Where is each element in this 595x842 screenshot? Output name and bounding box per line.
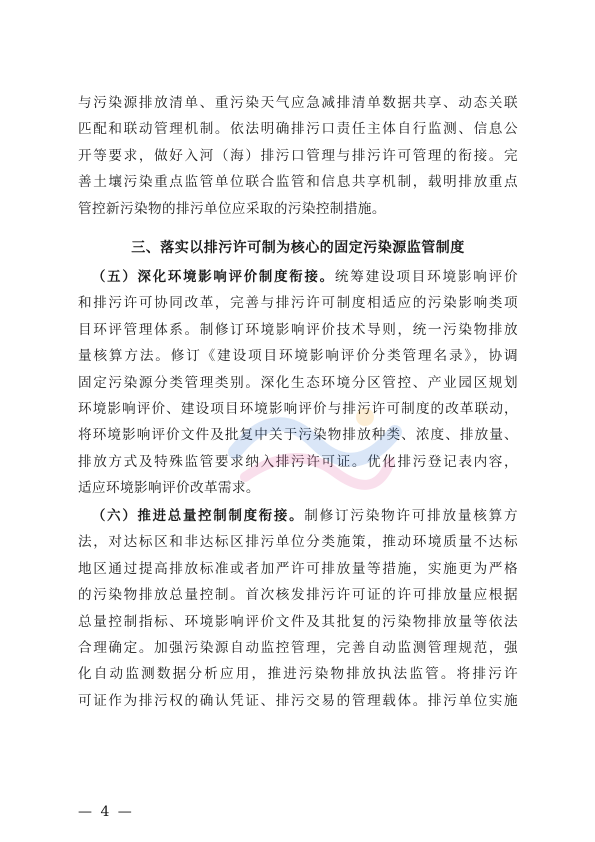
- item-5-first-line-rest: 统筹建设项目环境影响评价: [334, 269, 518, 285]
- paragraph-item-6: [78, 503, 518, 714]
- paragraph-intro: [78, 90, 518, 222]
- text-line: 量核算方法。修订《建设项目环境影响评价分类管理名录》，协调: [78, 348, 518, 365]
- text-line: 法，对达标区和非达标区排污单位分类施策，推动环境质量不达标: [78, 534, 518, 551]
- text-line: 目环评管理体系。制修订环境影响评价技术导则，统一污染物排放: [78, 321, 518, 338]
- text-line-first: [78, 264, 518, 290]
- text-line: 地区通过提高排放标准或者加严许可排放量等措施，实施更为严格: [78, 560, 518, 577]
- text-line: 的污染物排放总量控制。首次核发排污许可证的许可排放量应根据: [78, 587, 518, 604]
- text-line: 匹配和联动管理机制。依法明确排污口责任主体自行监测、信息公: [78, 121, 518, 138]
- text-line: 与污染源排放清单、重污染天气应急减排清单数据共享、动态关联: [78, 95, 518, 111]
- text-line-first: [78, 503, 518, 529]
- text-line: 开等要求，做好入河（海）排污口管理与排污许可管理的衔接。完: [78, 147, 518, 164]
- text-line: 排放方式及特殊监管要求纳入排污许可证。优化排污登记表内容，: [78, 453, 518, 470]
- text-line: 环境影响评价、建设项目环境影响评价与排污许可制度的改革联动，: [78, 400, 518, 417]
- text-line: 化自动监测数据分析应用，推进污染物排放执法监管。将排污许: [78, 666, 518, 683]
- section-heading: 三、落实以排污许可制为核心的固定污染源监管制度: [131, 240, 465, 256]
- page-number: — 4 —: [78, 804, 134, 820]
- item-6-lead: （六）推进总量控制制度衔接。: [92, 509, 305, 524]
- text-line: 将环境影响评价文件及批复中关于污染物排放种类、浓度、排放量、: [78, 427, 518, 444]
- item-6-first-line-rest: 制修订污染物许可排放量核算方: [304, 508, 518, 524]
- text-line: 固定污染源分类管理类别。深化生态环境分区管控、产业园区规划: [78, 374, 518, 391]
- text-line: 善土壤污染重点监管单位联合监管和信息共享机制，载明排放重点: [78, 174, 518, 191]
- paragraph-item-5: [78, 264, 518, 502]
- text-line: 总量控制指标、环境影响评价文件及其批复的污染物排放量等依法: [78, 613, 518, 630]
- item-5-lead: （五）深化环境影响评价制度衔接。: [92, 270, 335, 285]
- text-line: 管控新污染物的排污单位应采取的污染控制措施。: [78, 200, 386, 217]
- text-line: 可证作为排污权的确认凭证、排污交易的管理载体。排污单位实施: [78, 692, 518, 709]
- text-line: 适应环境影响评价改革需求。: [78, 480, 260, 497]
- text-line: 合理确定。加强污染源自动监控管理，完善自动监测管理规范，强: [78, 639, 518, 656]
- text-line: 和排污许可协同改革，完善与排污许可制度相适应的污染影响类项: [78, 295, 518, 312]
